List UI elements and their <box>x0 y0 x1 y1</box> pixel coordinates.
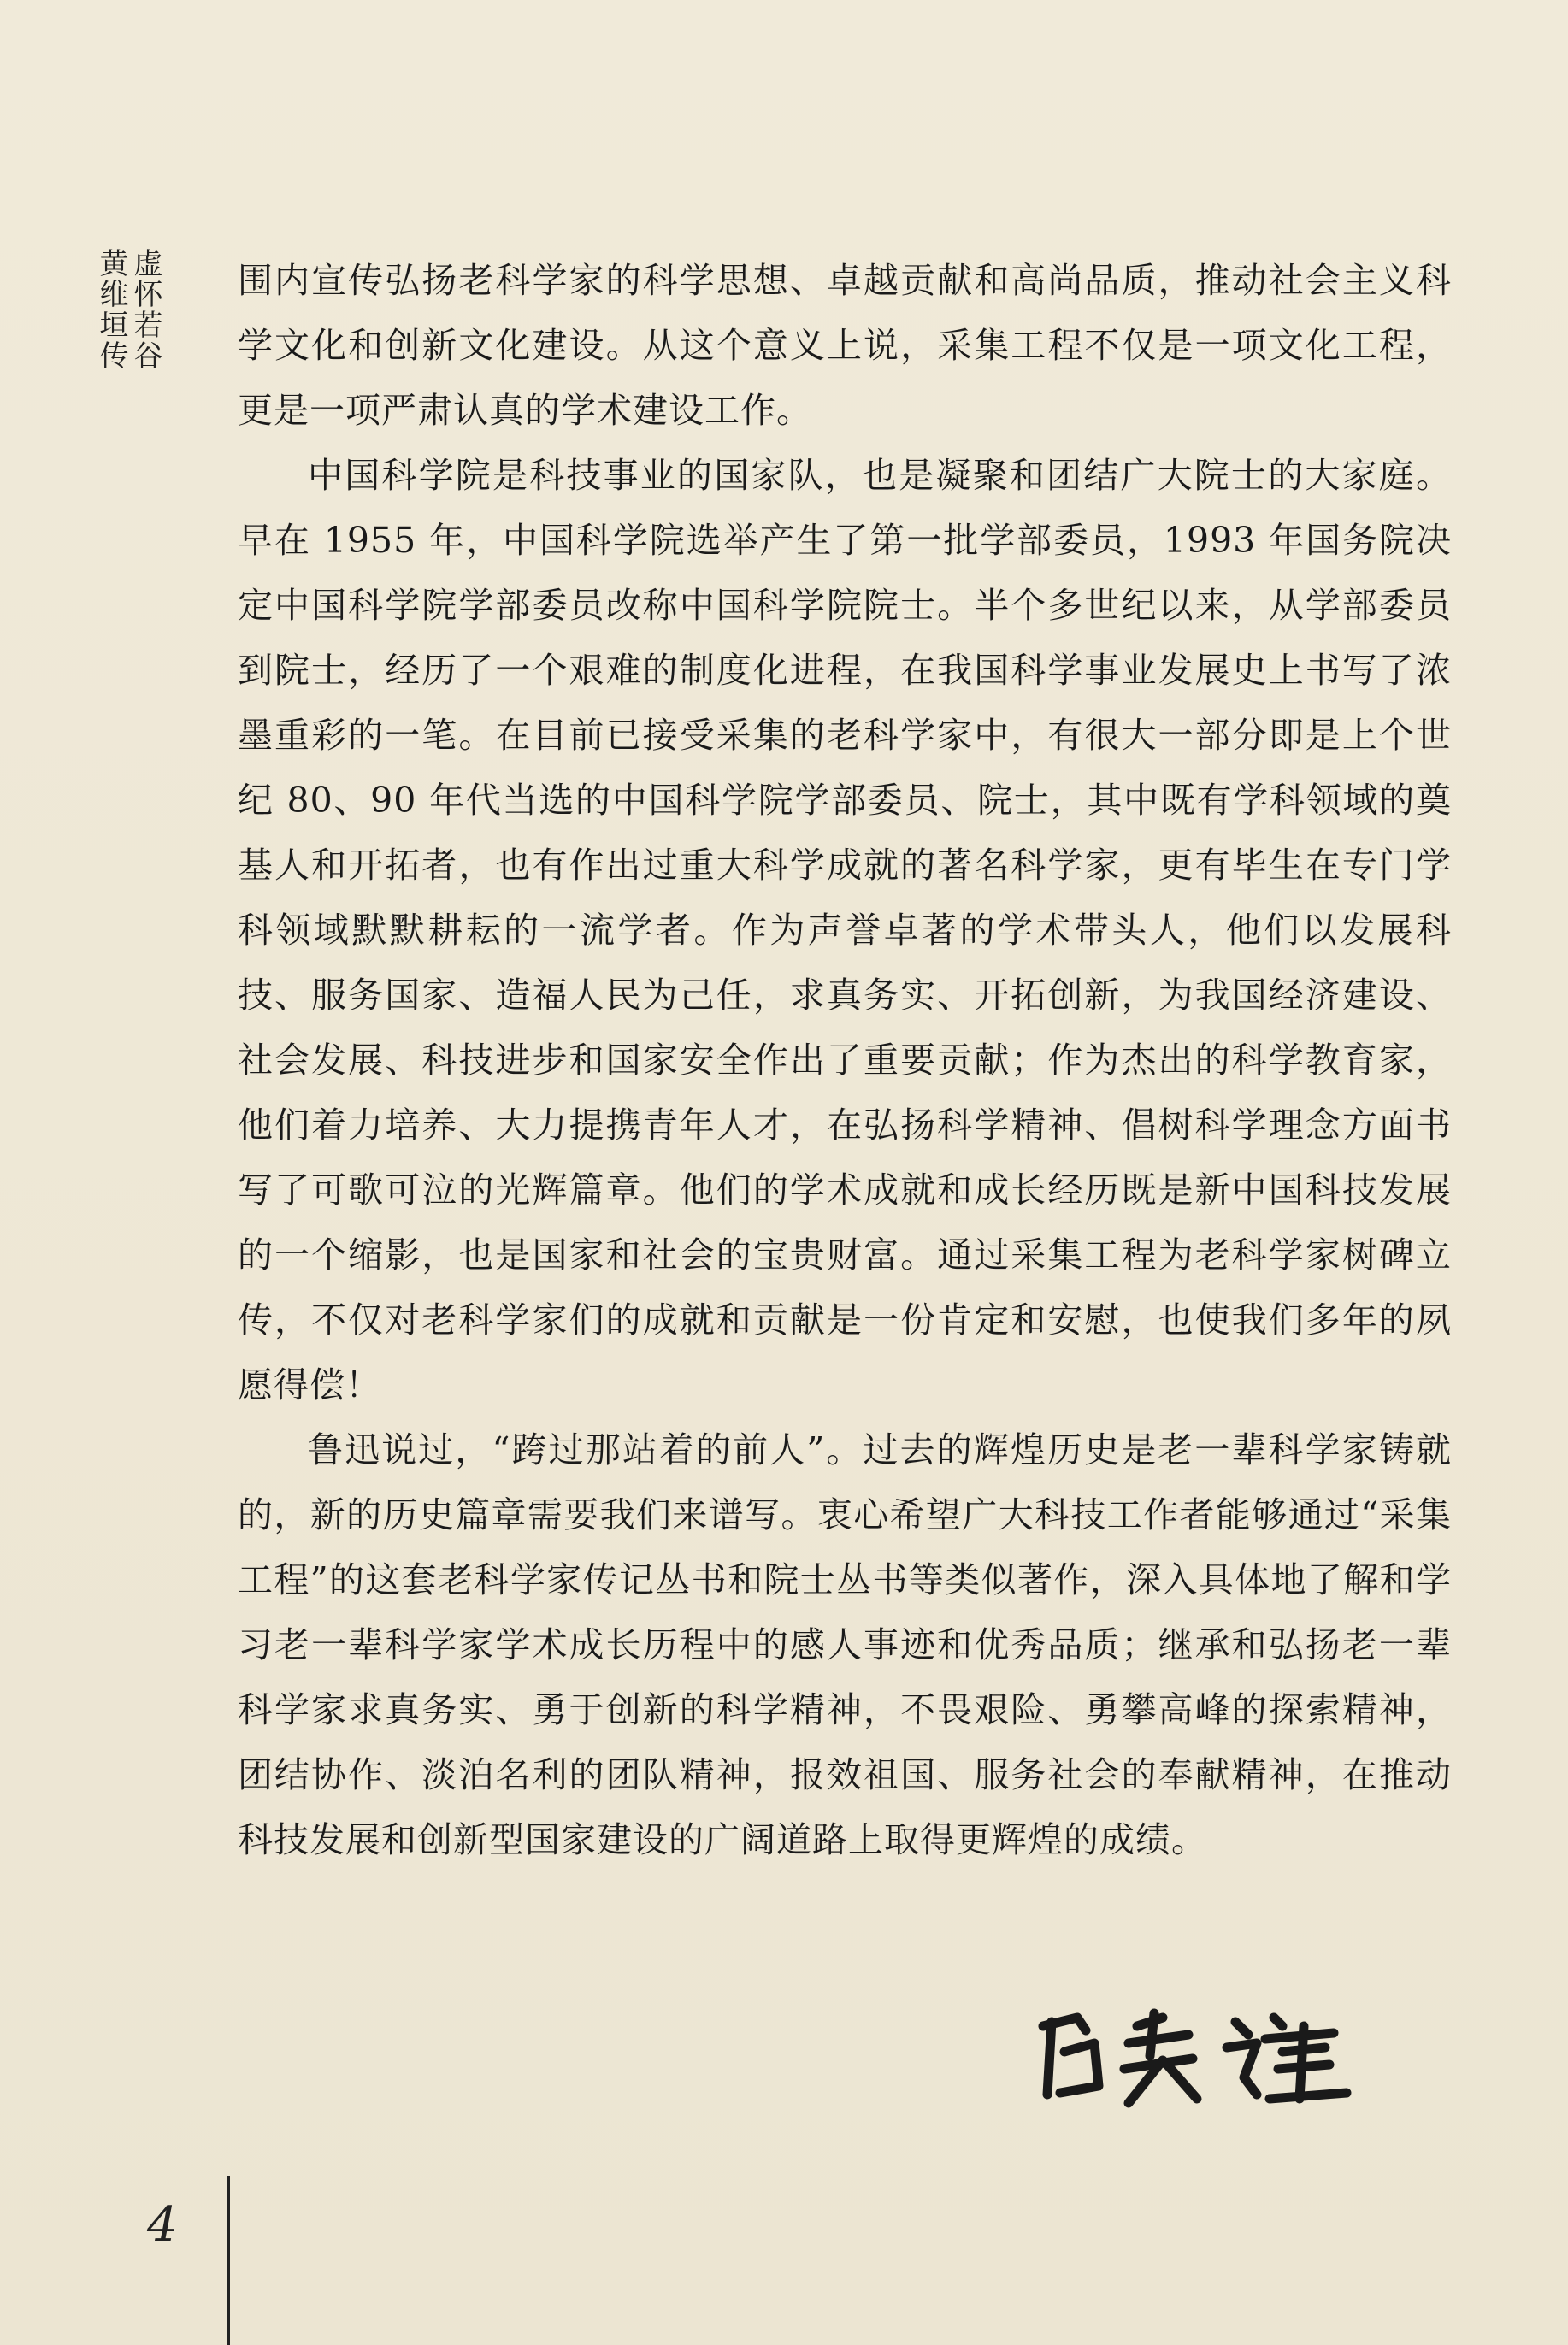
running-header <box>94 248 162 371</box>
paragraph: 鲁迅说过，“跨过那站着的前人”。过去的辉煌历史是老一辈科学家铸就的，新的历史篇章需要我们来谱写。衷心希望广大科技工作者能够通过“采集工程”的这套老科学家传记丛书和院士丛书等类似著作，深入具体地了解和学习老一辈科学家学术成长历程中的感人事迹和优秀品质；继承和弘扬老一辈科学家求真务实、勇于创新的科学精神，不畏艰险、勇攀高峰的探索精神，团结协作、淡泊名利的团队精神，报效祖国、服务社会的奉献精神，在推动科技发展和创新型国家建设的广阔道路上取得更辉煌的成绩。 <box>238 1429 1452 1860</box>
book-subtitle: 黄维垣传 <box>94 248 128 371</box>
book-title: 虚怀若谷 <box>128 248 162 371</box>
page-number: 4 <box>147 2197 178 2253</box>
paragraph-continued: 围内宣传弘扬老科学家的科学思想、卓越贡献和高尚品质，推动社会主义科学文化和创新文化建设。从这个意义上说，采集工程不仅是一项文化工程，更是一项严肃认真的学术建设工作。 <box>238 260 1452 431</box>
paragraph: 中国科学院是科技事业的国家队，也是凝聚和团结广大院士的大家庭。早在 1955 年，中国科学院选举产生了第一批学部委员，1993 年国务院决定中国科学院学部委员改称中国科学院院士。半个多世纪以来，从学部委员到院士，经历了一个艰难的制度化进程，在我国科学事业发展史上书写了浓墨重彩的一笔。在目前已接受采集的老科学家中，有很大一部分即是上个世纪 80、90 年代当选的中国科学院学部委员、院士，其中既有学科领域的奠基人和开拓者，也有作出过重大科学成就的著名科学家，更有毕生在专门学科领域默默耕耘的一流学者。作为声誉卓著的学术带头人，他们以发展科技、服务国家、造福人民为己任，求真务实、开拓创新，为我国经济建设、社会发展、科技进步和国家安全作出了重要贡献；作为杰出的科学教育家，他们着力培养、大力提携青年人才，在弘扬科学精神、倡树科学理念方面书写了可歌可泣的光辉篇章。他们的学术成就和成长经历既是新中国科技发展的一个缩影，也是国家和社会的宝贵财富。通过采集工程为老科学家树碑立传，不仅对老科学家们的成就和贡献是一份肯定和安慰，也使我们多年的夙愿得偿！ <box>238 455 1452 1405</box>
body-text <box>238 248 1452 1872</box>
signature-handwritten <box>1026 1992 1368 2112</box>
margin-rule <box>227 2176 230 2345</box>
